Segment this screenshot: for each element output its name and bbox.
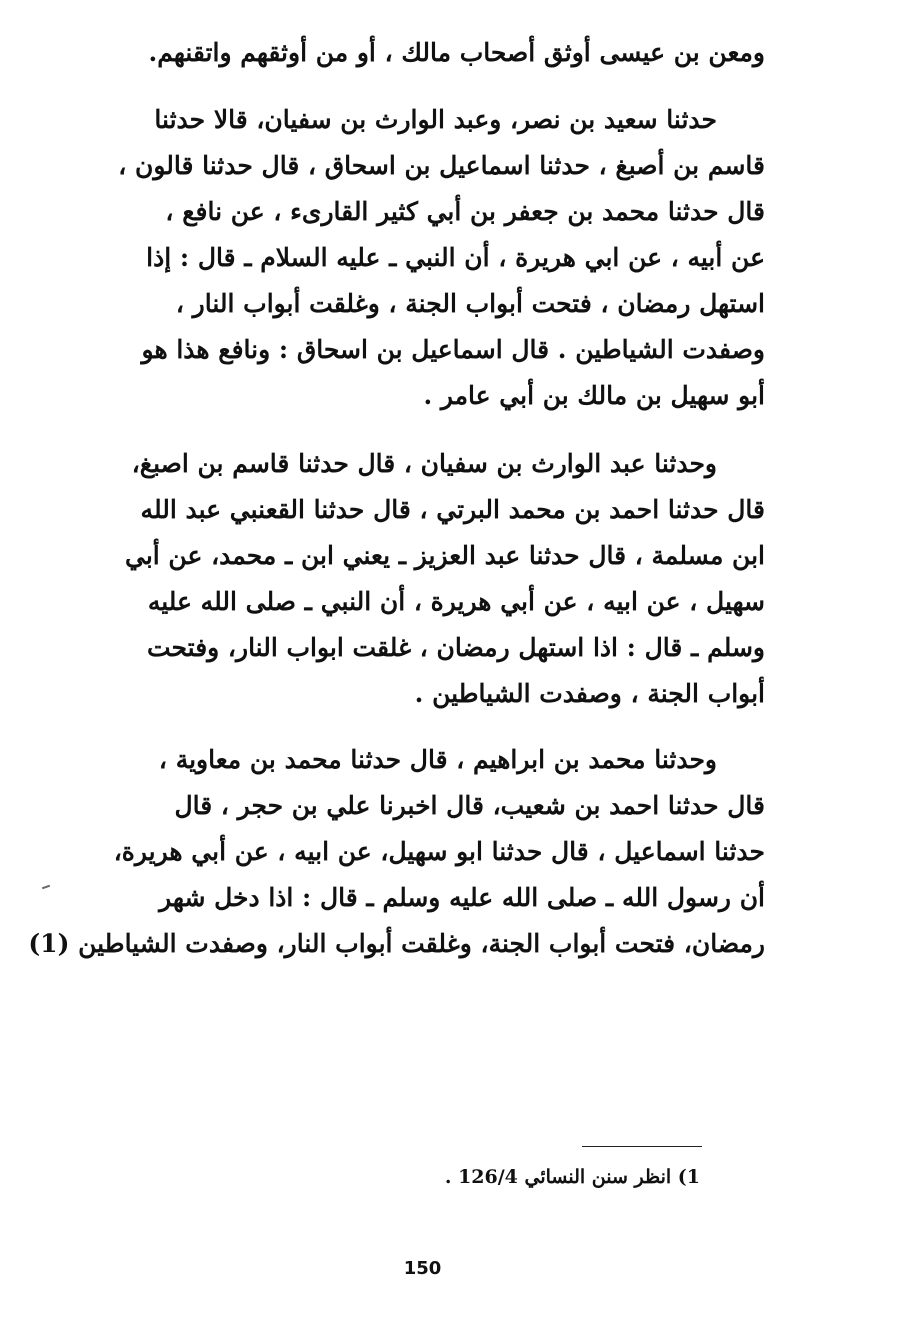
text-line: قال حدثنا محمد بن جعفر بن أبي كثير القارىء ، عن نافع ، xyxy=(165,197,765,226)
text-line: عن أبيه ، عن ابي هريرة ، أن النبي ـ عليه السلام ـ قال : إذا xyxy=(146,243,765,272)
text-line: أن رسول الله ـ صلى الله عليه وسلم ـ قال : اذا دخل شهر xyxy=(159,883,765,912)
text-line: قال حدثنا احمد بن محمد البرتي ، قال حدثنا القعنبي عبد الله xyxy=(140,495,765,524)
text-line: وحدثنا عبد الوارث بن سفيان ، قال حدثنا قاسم بن اصبغ، xyxy=(131,449,717,478)
text-line: ومعن بن عيسى أوثق أصحاب مالك ، أو من أوثقهم واتقنهم. xyxy=(148,38,765,67)
footnote: 1) انظر سنن النسائي 126/4 . xyxy=(444,1166,700,1188)
paragraph-1 xyxy=(110,30,765,76)
scan-speck xyxy=(42,885,50,890)
text-line: قال حدثنا احمد بن شعيب، قال اخبرنا علي بن حجر ، قال xyxy=(174,791,765,820)
paragraph-2 xyxy=(110,97,765,419)
text-line: حدثنا اسماعيل ، قال حدثنا ابو سهيل، عن ابيه ، عن أبي هريرة، xyxy=(113,837,765,866)
text-line: وحدثنا محمد بن ابراهيم ، قال حدثنا محمد بن معاوية ، xyxy=(158,745,717,774)
text-line: سهيل ، عن ابيه ، عن أبي هريرة ، أن النبي ـ صلى الله عليه xyxy=(147,587,765,616)
text-line: وصفدت الشياطين . قال اسماعيل بن اسحاق : ونافع هذا هو xyxy=(141,335,765,364)
footnote-divider xyxy=(582,1146,702,1147)
text-line: رمضان، فتحت أبواب الجنة، وغلقت أبواب النار، وصفدت الشياطين (1) xyxy=(28,929,765,958)
page-number: 150 xyxy=(403,1258,442,1279)
paragraph-4 xyxy=(28,737,765,967)
text-line: أبواب الجنة ، وصفدت الشياطين . xyxy=(414,679,765,708)
text-line: وسلم ـ قال : اذا استهل رمضان ، غلقت ابواب النار، وفتحت xyxy=(146,633,765,662)
text-line: استهل رمضان ، فتحت أبواب الجنة ، وغلقت أبواب النار ، xyxy=(175,289,765,318)
text-line: قاسم بن أصبغ ، حدثنا اسماعيل بن اسحاق ، قال حدثنا قالون ، xyxy=(118,151,765,180)
text-line: أبو سهيل بن مالك بن أبي عامر . xyxy=(423,381,765,410)
paragraph-3 xyxy=(110,441,765,717)
text-line: ابن مسلمة ، قال حدثنا عبد العزيز ـ يعني ابن ـ محمد، عن أبي xyxy=(124,541,765,570)
text-line: حدثنا سعيد بن نصر، وعبد الوارث بن سفيان، قالا حدثنا xyxy=(154,105,717,134)
